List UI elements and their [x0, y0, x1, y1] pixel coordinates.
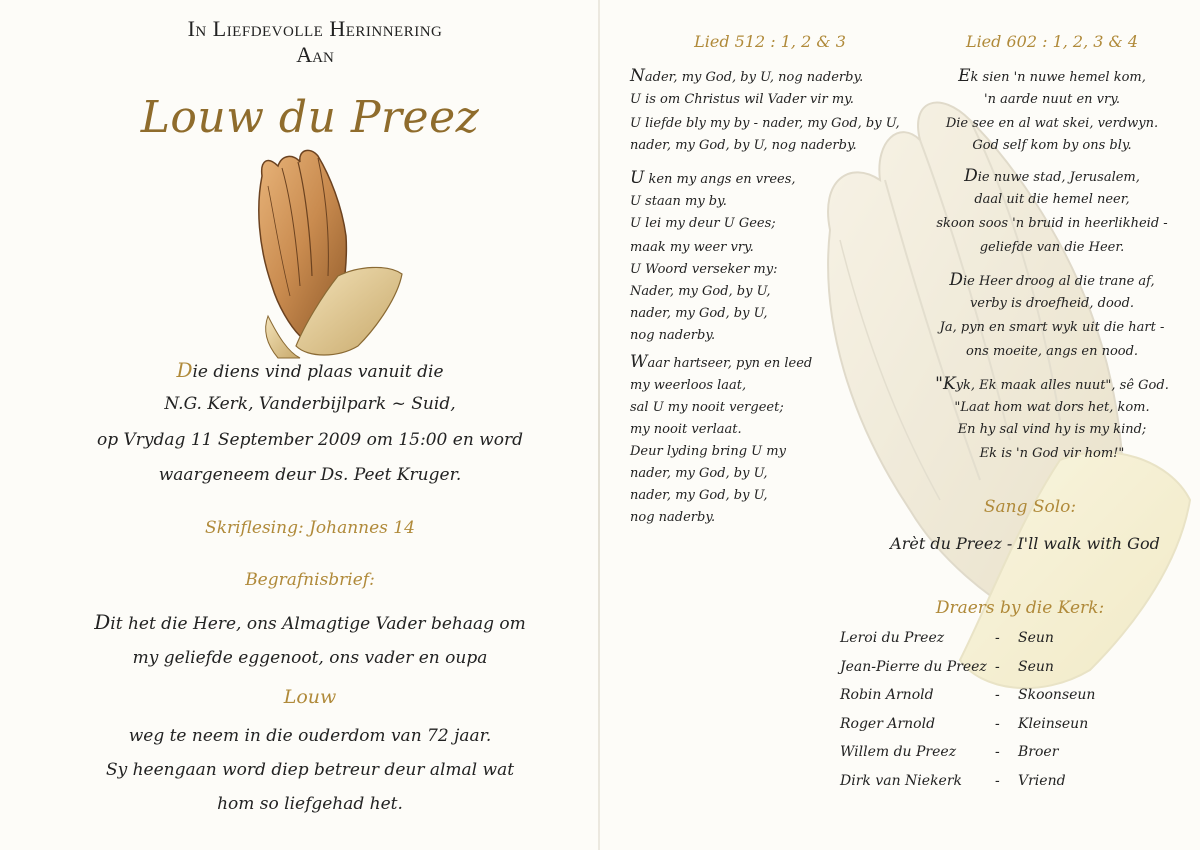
hymn-1-line: U Woord verseker my: [630, 262, 778, 277]
bearer-name: Robin Arnold [840, 687, 934, 703]
letter-line-3: weg te neem in die ouderdom van 72 jaar. [128, 726, 492, 746]
hymn-1-line: nog naderby. [630, 328, 716, 343]
bearer-name: Jean-Pierre du Preez [840, 658, 987, 675]
hymn-2-line: Ek sien 'n nuwe hemel kom, [958, 66, 1146, 86]
service-line-3: op Vrydag 11 September 2009 om 15:00 en word [97, 430, 523, 450]
hymn-1-line: nog naderby. [630, 510, 716, 525]
hymn-1-line: nader, my God, by U, [630, 488, 768, 503]
hymn-1-line: nader, my God, by U, [630, 306, 768, 321]
letter-line-4: Sy heengaan word diep betreur deur almal wat [105, 760, 515, 780]
praying-hands-icon [238, 146, 408, 360]
hymn-1-line: Nader, my God, by U, [630, 284, 771, 299]
letter-name: Louw [283, 686, 337, 708]
hymn-1-line: nader, my God, by U, nog naderby. [630, 138, 857, 153]
hymn-2-line: Die nuwe stad, Jerusalem, [964, 166, 1140, 186]
hymn-1-line: maak my weer vry. [630, 240, 754, 255]
bearer-relation: Seun [1018, 658, 1054, 675]
hymn-1-line: nader, my God, by U, [630, 466, 768, 481]
bearer-name: Leroi du Preez [840, 630, 945, 646]
bearer-row [840, 687, 1170, 709]
hymn-1-line: my nooit verlaat. [630, 422, 742, 437]
service-line-4: waargeneem deur Ds. Peet Kruger. [158, 465, 462, 485]
bearer-row [840, 773, 1170, 795]
service-line-2: N.G. Kerk, Vanderbijlpark ~ Suid, [164, 394, 456, 414]
hymn-2-line: skoon soos 'n bruid in heerlikheid - [936, 216, 1168, 231]
bearer-name: Willem du Preez [840, 744, 957, 760]
hymn-2-line: En hy sal vind hy is my kind; [957, 422, 1147, 437]
hymn-2-line: Die Heer droog al die trane af, [949, 270, 1155, 290]
letter-line-5: hom so liefgehad het. [217, 794, 403, 814]
solo-line: Arèt du Preez - I'll walk with God [890, 534, 1160, 553]
hymn-1-line: U lei my deur U Gees; [630, 216, 776, 231]
letter-line-1: Dit het die Here, ons Almagtige Vader behaag om [94, 610, 526, 634]
bearer-relation: Kleinseun [1018, 715, 1089, 732]
letter-line-2: my geliefde eggenoot, ons vader en oupa [132, 648, 488, 668]
hymn-2-title: Lied 602 : 1, 2, 3 & 4 [965, 32, 1139, 51]
heading-to: Aan [296, 42, 334, 67]
bearer-relation: Vriend [1018, 772, 1066, 789]
hymn-2-line: "Laat hom wat dors het, kom. [954, 400, 1150, 415]
bearer-relation: Seun [1018, 630, 1054, 646]
hymn-2-line: daal uit die hemel neer, [974, 192, 1130, 207]
bearer-relation: Skoonseun [1018, 687, 1096, 703]
hymn-1-line: U is om Christus wil Vader vir my. [630, 92, 854, 107]
hymn-1-line: my weerloos laat, [630, 378, 747, 393]
bearer-name: Dirk van Niekerk [840, 772, 963, 789]
bearer-row [840, 716, 1170, 738]
hymn-2-line: ons moeite, angs en nood. [965, 344, 1139, 359]
left-page [0, 0, 598, 850]
hymn-1-line: U staan my by. [630, 194, 727, 209]
hymn-1-line: sal U my nooit vergeet; [630, 400, 784, 415]
hymn-2-line: Die see en al wat skei, verdwyn. [945, 116, 1159, 131]
scripture-reading: Skriflesing: Johannes 14 [205, 518, 415, 538]
heading-in-loving-memory: In Liefdevolle Herinnering [187, 16, 443, 41]
bearer-separator: - [995, 772, 1000, 789]
bearer-row [840, 744, 1170, 766]
hymn-2-line: "Kyk, Ek maak alles nuut", sê God. [935, 374, 1169, 394]
hymn-2-line: Ja, pyn en smart wyk uit die hart - [939, 320, 1165, 335]
bearer-name: Roger Arnold [840, 715, 936, 732]
hymn-1-line: Waar hartseer, pyn en leed [630, 352, 813, 372]
hymn-1-line: U liefde bly my by - nader, my God, by U, [630, 116, 900, 131]
hymn-2-line: Ek is 'n God vir hom!" [979, 446, 1125, 461]
bearers-title: Draers by die Kerk: [935, 598, 1105, 618]
service-line-1: Die diens vind plaas vanuit die [176, 358, 444, 382]
hymn-2-line: verby is droefheid, dood. [969, 296, 1135, 311]
bearer-row [840, 630, 1170, 652]
burial-letter-title: Begrafnisbrief: [245, 570, 375, 590]
bearer-separator: - [995, 744, 1000, 760]
hymn-1-title: Lied 512 : 1, 2 & 3 [694, 32, 846, 51]
bearer-separator: - [995, 630, 1000, 646]
deceased-name: Louw du Preez [140, 92, 480, 143]
bearer-separator: - [995, 658, 1000, 675]
hymn-1-line: U ken my angs en vrees, [630, 168, 796, 188]
hymn-1-line: Deur lyding bring U my [630, 444, 786, 459]
hymn-2-line: God self kom by ons bly. [972, 138, 1132, 153]
hymn-2-line: 'n aarde nuut en vry. [984, 92, 1120, 107]
hymn-1-line: Nader, my God, by U, nog naderby. [630, 66, 864, 86]
bearer-separator: - [995, 687, 1000, 703]
solo-title: Sang Solo: [983, 497, 1077, 517]
right-page [600, 0, 1200, 850]
bearer-relation: Broer [1018, 744, 1059, 760]
bearer-separator: - [995, 715, 1000, 732]
hymn-2-line: geliefde van die Heer. [979, 240, 1125, 255]
bearer-row [840, 659, 1170, 681]
